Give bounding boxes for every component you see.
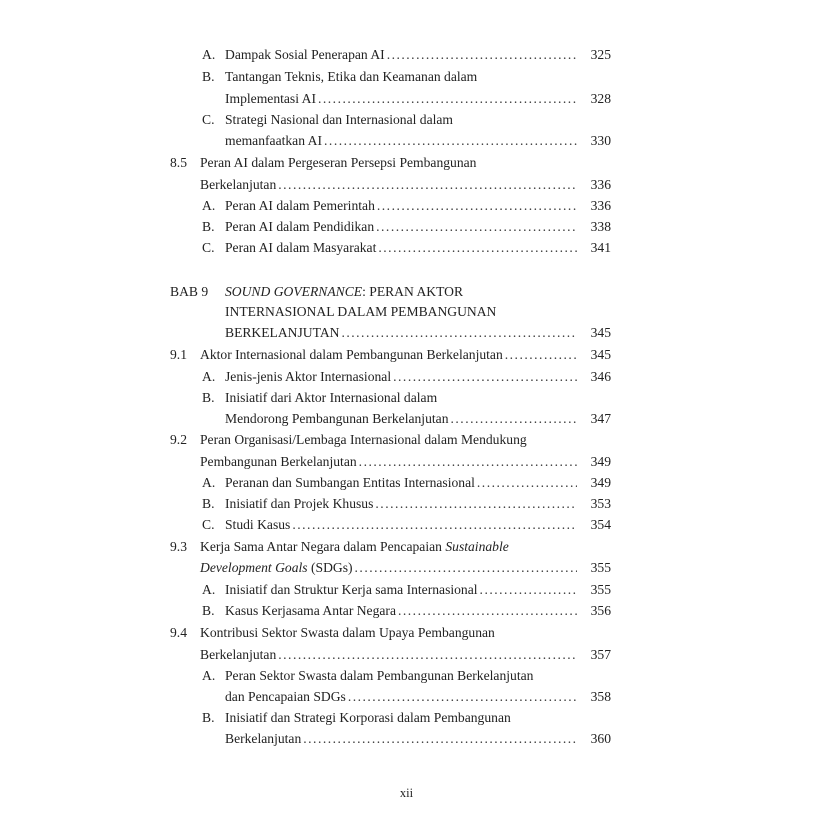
toc-entry-page: 353 bbox=[590, 496, 611, 511]
toc-entry bbox=[0, 322, 813, 343]
toc-entry-title-italic: SOUND GOVERNANCE bbox=[225, 284, 363, 299]
toc-entry-title bbox=[225, 44, 385, 65]
toc-entry-title-text: dan Pencapaian SDGs bbox=[225, 689, 346, 704]
toc-entry bbox=[0, 579, 813, 600]
toc-entry bbox=[0, 644, 813, 665]
toc-entry bbox=[0, 622, 813, 643]
toc-entry-title bbox=[200, 536, 509, 557]
toc-entry-title-text: Inisiatif dan Strategi Korporasi dalam Pembangunan bbox=[225, 710, 511, 725]
toc-entry-number: 9.2 bbox=[170, 432, 187, 447]
toc-entry-title-text: Strategi Nasional dan Internasional dalam bbox=[225, 112, 454, 127]
toc-leader-dots bbox=[477, 472, 577, 493]
toc-entry-page: 330 bbox=[590, 133, 611, 148]
toc-entry bbox=[0, 174, 813, 195]
toc-entry-title-text: Jenis-jenis Aktor Internasional bbox=[225, 369, 392, 384]
toc-entry-letter: B. bbox=[202, 390, 215, 405]
toc-entry-page: 349 bbox=[590, 454, 611, 469]
toc-leader-dots bbox=[398, 600, 577, 621]
toc-entry-title-text: Aktor Internasional dalam Pembangunan Berkelanjutan bbox=[200, 347, 503, 362]
toc-entry bbox=[0, 301, 813, 322]
toc-entry bbox=[0, 665, 813, 686]
toc-entry-title-text: Inisiatif dan Struktur Kerja sama Internasional bbox=[225, 582, 478, 597]
toc-entry-number: 8.5 bbox=[170, 155, 187, 170]
toc-leader-dots bbox=[303, 728, 577, 749]
toc-entry bbox=[0, 493, 813, 514]
toc-entry-title bbox=[200, 622, 495, 643]
toc-entry-letter: B. bbox=[202, 69, 215, 84]
toc-entry-title-text: Mendorong Pembangunan Berkelanjutan bbox=[225, 411, 449, 426]
toc-entry-title-text: : PERAN AKTOR bbox=[362, 284, 464, 299]
toc-entry-title-italic: Sustainable bbox=[445, 539, 509, 554]
toc-entry-letter: A. bbox=[202, 47, 216, 62]
toc-entry-title-text: Peran Sektor Swasta dalam Pembangunan Berkelanjutan bbox=[225, 668, 534, 683]
toc-entry-page: 336 bbox=[590, 177, 611, 192]
toc-entry-letter: B. bbox=[202, 710, 215, 725]
toc-entry-title-text: memanfaatkan AI bbox=[225, 133, 323, 148]
toc-leader-dots bbox=[375, 493, 577, 514]
toc-leader-dots bbox=[355, 557, 577, 578]
toc-entry-page: 346 bbox=[590, 369, 611, 384]
toc-entry-page: 357 bbox=[590, 647, 611, 662]
toc-entry-title-text: INTERNASIONAL DALAM PEMBANGUNAN bbox=[225, 304, 497, 319]
toc-entry-letter: B. bbox=[202, 496, 215, 511]
toc-entry-title-text: Inisiatif dari Aktor Internasional dalam bbox=[225, 390, 438, 405]
toc-entry bbox=[0, 130, 813, 151]
toc-leader-dots bbox=[393, 366, 577, 387]
toc-entry-title bbox=[225, 665, 533, 686]
toc-entry-title-text: Berkelanjutan bbox=[200, 177, 277, 192]
toc-entry-letter: A. bbox=[202, 369, 216, 384]
toc-entry-title bbox=[225, 728, 301, 749]
toc-leader-dots bbox=[378, 237, 577, 258]
toc-entry bbox=[0, 472, 813, 493]
toc-entry bbox=[0, 408, 813, 429]
toc-entry-title bbox=[225, 281, 463, 302]
toc-entry-page: 349 bbox=[590, 475, 611, 490]
toc-entry-title bbox=[225, 579, 478, 600]
toc-entry-letter: B. bbox=[202, 603, 215, 618]
toc-entry bbox=[0, 600, 813, 621]
toc-leader-dots bbox=[278, 174, 577, 195]
toc-entry-title bbox=[200, 644, 276, 665]
toc-entry-title-text: BERKELANJUTAN bbox=[225, 325, 340, 340]
toc-entry-title bbox=[225, 88, 316, 109]
toc-entry-title bbox=[225, 408, 449, 429]
toc-entry-letter: A. bbox=[202, 668, 216, 683]
toc-entry-title-text: Kerja Sama Antar Negara dalam Pencapaian bbox=[200, 539, 446, 554]
toc-entry-title bbox=[225, 366, 391, 387]
toc-entry-title bbox=[225, 216, 374, 237]
toc-entry-title bbox=[200, 451, 357, 472]
toc-entry-title bbox=[225, 387, 437, 408]
toc-entry-page: 336 bbox=[590, 198, 611, 213]
toc-entry-title-text: Peran AI dalam Pendidikan bbox=[225, 219, 375, 234]
toc-entry-title bbox=[225, 493, 373, 514]
toc-entry bbox=[0, 66, 813, 87]
toc-entry-page: 328 bbox=[590, 91, 611, 106]
toc-entry-title bbox=[200, 557, 353, 578]
toc-entry-title bbox=[225, 686, 346, 707]
toc-leader-dots bbox=[387, 44, 577, 65]
toc-entry-letter: B. bbox=[202, 219, 215, 234]
toc-entry bbox=[0, 366, 813, 387]
toc-leader-dots bbox=[278, 644, 577, 665]
toc-entry-page: 356 bbox=[590, 603, 611, 618]
toc-entry-title bbox=[200, 344, 503, 365]
toc-entry-title-text: Berkelanjutan bbox=[225, 731, 302, 746]
toc-entry bbox=[0, 44, 813, 65]
toc-entry-title bbox=[225, 322, 339, 343]
toc-entry-title-text: Dampak Sosial Penerapan AI bbox=[225, 47, 385, 62]
toc-entry-title-text: Peran AI dalam Pergeseran Persepsi Pembangunan bbox=[200, 155, 477, 170]
toc-entry bbox=[0, 728, 813, 749]
toc-entry-page: 355 bbox=[590, 582, 611, 597]
toc-entry bbox=[0, 387, 813, 408]
toc-entry-letter: C. bbox=[202, 517, 215, 532]
toc-entry-title-italic: Development Goals bbox=[200, 560, 308, 575]
toc-entry-letter: A. bbox=[202, 582, 216, 597]
toc-entry bbox=[0, 152, 813, 173]
toc-entry-title bbox=[225, 66, 477, 87]
toc-entry-title-text: Peran AI dalam Masyarakat bbox=[225, 240, 377, 255]
toc-entry bbox=[0, 429, 813, 450]
toc-entry-title bbox=[225, 237, 376, 258]
toc-entry-page: 355 bbox=[590, 560, 611, 575]
toc-entry bbox=[0, 514, 813, 535]
toc-entry-letter: C. bbox=[202, 240, 215, 255]
toc-entry-title bbox=[225, 600, 396, 621]
toc-entry bbox=[0, 707, 813, 728]
toc-entry-title bbox=[225, 514, 290, 535]
toc-entry-title-text: Berkelanjutan bbox=[200, 647, 277, 662]
page-number: xii bbox=[399, 786, 414, 800]
toc-entry-title-text: Inisiatif dan Projek Khusus bbox=[225, 496, 374, 511]
toc-entry-title-text: Kontribusi Sektor Swasta dalam Upaya Pembangunan bbox=[200, 625, 495, 640]
toc-entry-page: 360 bbox=[590, 731, 611, 746]
toc-entry bbox=[0, 109, 813, 130]
toc-entry-title bbox=[225, 707, 511, 728]
toc-entry-number: 9.3 bbox=[170, 539, 187, 554]
toc-entry bbox=[0, 88, 813, 109]
toc-leader-dots bbox=[292, 514, 577, 535]
toc-leader-dots bbox=[451, 408, 578, 429]
toc-entry-letter: A. bbox=[202, 475, 216, 490]
toc-leader-dots bbox=[318, 88, 577, 109]
toc-leader-dots bbox=[341, 322, 577, 343]
toc-entry bbox=[0, 686, 813, 707]
toc-entry bbox=[0, 451, 813, 472]
toc-entry-title bbox=[200, 429, 527, 450]
toc-entry-title bbox=[200, 174, 276, 195]
toc-entry bbox=[0, 195, 813, 216]
toc-entry-title bbox=[200, 152, 476, 173]
toc-entry bbox=[0, 344, 813, 365]
toc-entry-title-text: Peran Organisasi/Lembaga Internasional dalam Mendukung bbox=[200, 432, 527, 447]
toc-entry-title bbox=[225, 109, 453, 130]
toc-entry-title-text: Peranan dan Sumbangan Entitas Internasional bbox=[225, 475, 475, 490]
toc-entry-title-text: (SDGs) bbox=[307, 560, 353, 575]
toc-entry-page: 345 bbox=[590, 347, 611, 362]
toc-entry-page: 325 bbox=[590, 47, 611, 62]
toc-leader-dots bbox=[324, 130, 577, 151]
toc-entry-letter: A. bbox=[202, 198, 216, 213]
toc-entry-title-text: Implementasi AI bbox=[225, 91, 316, 106]
toc-entry bbox=[0, 557, 813, 578]
toc-entry-title bbox=[225, 301, 496, 322]
toc-entry-title-text: Studi Kasus bbox=[225, 517, 291, 532]
toc-entry-page: 338 bbox=[590, 219, 611, 234]
toc-entry-title-text: Pembangunan Berkelanjutan bbox=[200, 454, 357, 469]
toc-entry-page: 354 bbox=[590, 517, 611, 532]
toc-leader-dots bbox=[377, 195, 577, 216]
toc-entry bbox=[0, 237, 813, 258]
toc-entry-letter: C. bbox=[202, 112, 215, 127]
toc-entry-page: 347 bbox=[590, 411, 611, 426]
toc-entry-number: 9.4 bbox=[170, 625, 187, 640]
toc-leader-dots bbox=[505, 344, 577, 365]
toc-entry bbox=[0, 216, 813, 237]
toc-entry-number: 9.1 bbox=[170, 347, 187, 362]
toc-entry-title bbox=[225, 130, 322, 151]
toc-entry bbox=[0, 536, 813, 557]
toc-entry-number: BAB 9 bbox=[170, 284, 209, 299]
toc-entry-page: 341 bbox=[590, 240, 611, 255]
toc-entry bbox=[0, 281, 813, 302]
toc-entry-title bbox=[225, 195, 375, 216]
toc-entry-page: 345 bbox=[590, 325, 611, 340]
toc-entry-title bbox=[225, 472, 475, 493]
toc-entry-title-text: Tantangan Teknis, Etika dan Keamanan dalam bbox=[225, 69, 478, 84]
toc-leader-dots bbox=[348, 686, 577, 707]
toc-leader-dots bbox=[480, 579, 577, 600]
toc-entry-page: 358 bbox=[590, 689, 611, 704]
toc-entry-title-text: Peran AI dalam Pemerintah bbox=[225, 198, 375, 213]
toc-leader-dots bbox=[376, 216, 577, 237]
toc-leader-dots bbox=[359, 451, 577, 472]
toc-entry-title-text: Kasus Kerjasama Antar Negara bbox=[225, 603, 396, 618]
